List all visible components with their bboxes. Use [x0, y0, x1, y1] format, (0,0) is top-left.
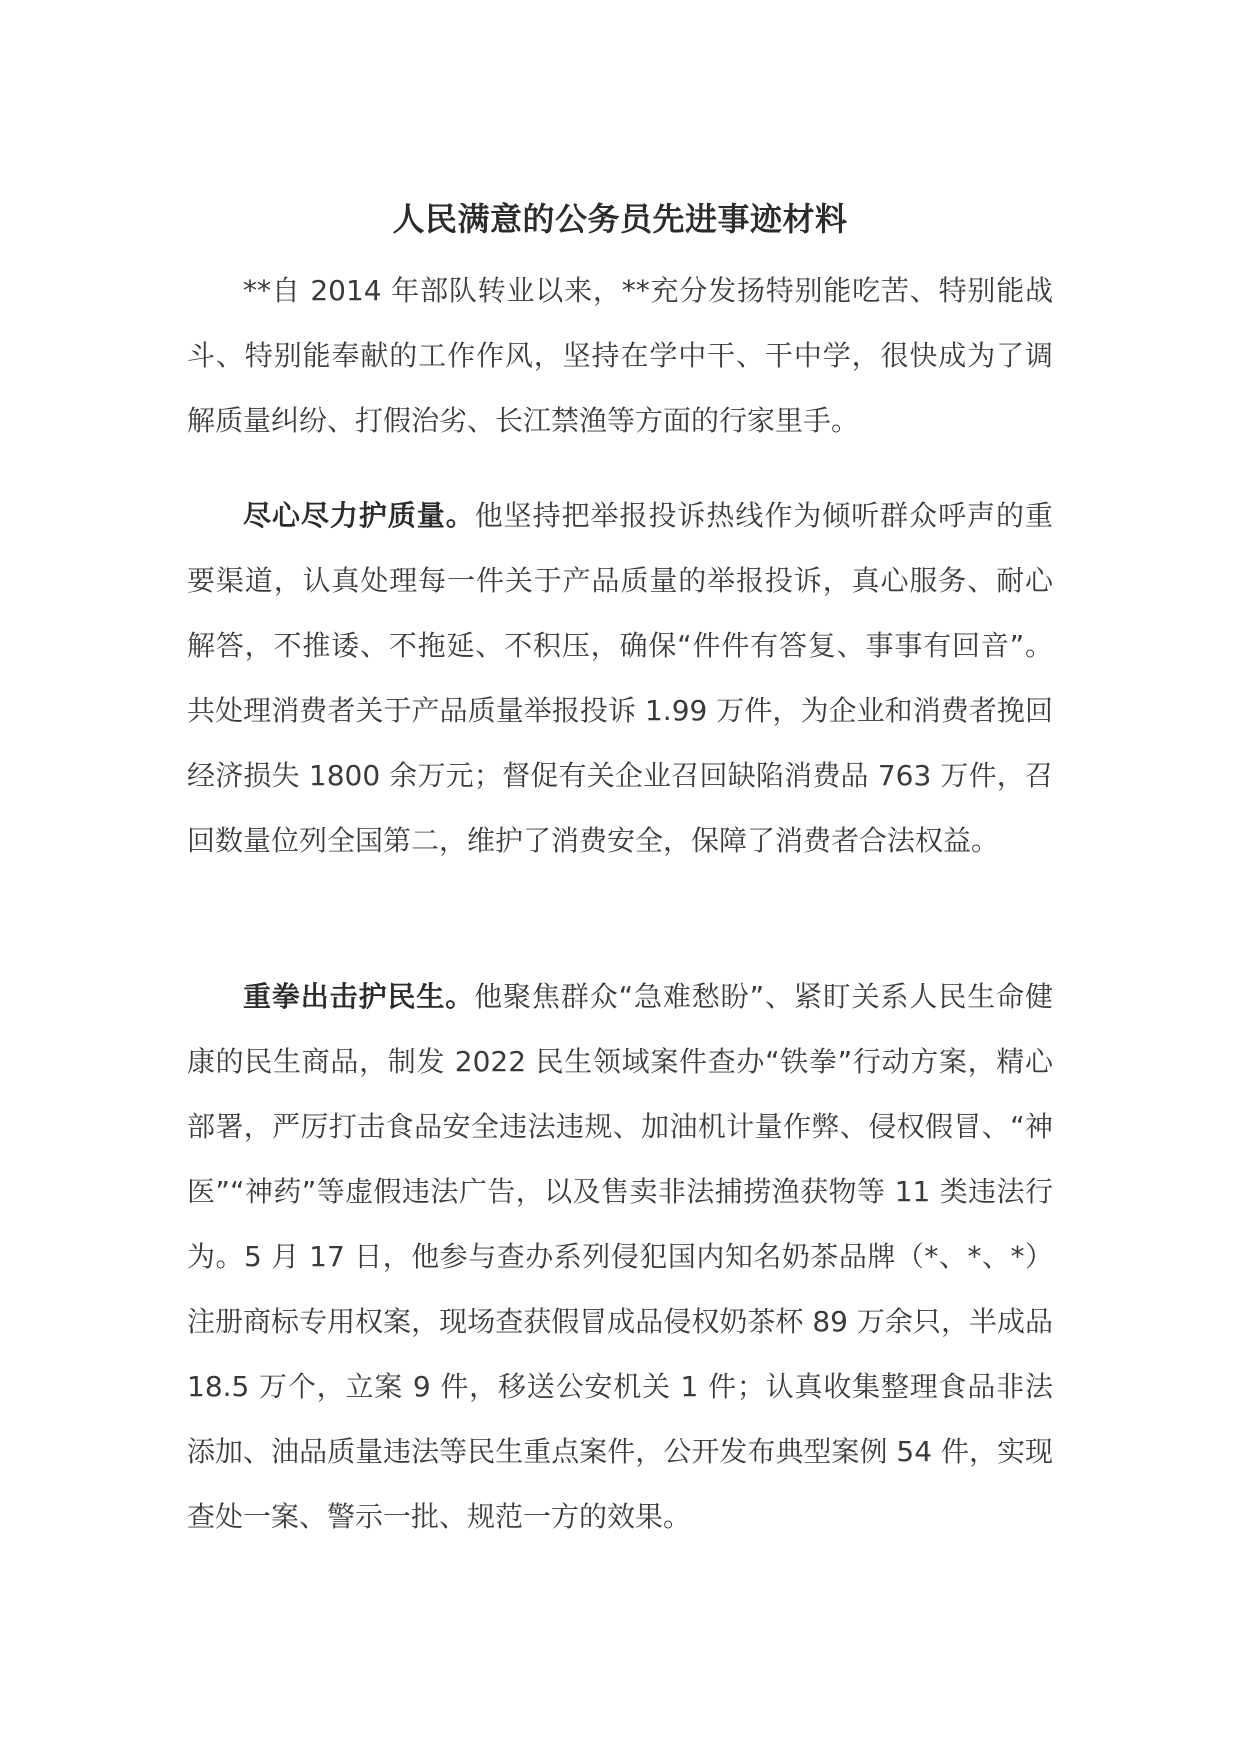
paragraph-lead: 重拳出击护民生。	[243, 980, 475, 1013]
paragraph-quality	[187, 483, 1053, 873]
paragraph-body: **自 2014 年部队转业以来，**充分发扬特别能吃苦、特别能战斗、特别能奉献的工作作风，坚持在学中干、干中学，很快成为了调解质量纠纷、打假治劣、长江禁渔等方面的行家里手。	[187, 274, 1053, 437]
paragraph-livelihood	[187, 964, 1053, 1549]
paragraph-lead: 尽心尽力护质量。	[243, 499, 475, 532]
paragraph-body: 他聚焦群众“急难愁盼”、紧盯关系人民生命健康的民生商品，制发 2022 民生领域案件查办“铁拳”行动方案，精心部署，严厉打击食品安全违法违规、加油机计量作弊、侵权假冒、“神医”“神药”等虚假违法广告，以及售卖非法捕捞渔获物等 11 类违法行为。5 月 17 日，他参与查办系列侵犯国内知名奶茶品牌（*、*、*）注册商标专用权案，现场查获假冒成品侵权奶茶杯 89 万余只，半成品 18.5 万个，立案 9 件，移送公安机关 1 件；认真收集整理食品非法添加、油品质量违法等民生重点案件，公开发布典型案例 54 件，实现查处一案、警示一批、规范一方的效果。	[187, 980, 1053, 1533]
document-title: 人民满意的公务员先进事迹材料	[392, 200, 848, 239]
paragraph-body: 他坚持把举报投诉热线作为倾听群众呼声的重要渠道，认真处理每一件关于产品质量的举报投诉，真心服务、耐心解答，不推诿、不拖延、不积压，确保“件件有答复、事事有回音”。共处理消费者关于产品质量举报投诉 1.99 万件，为企业和消费者挽回经济损失 1800 余万元；督促有关企业召回缺陷消费品 763 万件，召回数量位列全国第二，维护了消费安全，保障了消费者合法权益。	[187, 499, 1053, 857]
paragraph-intro	[187, 258, 1053, 453]
